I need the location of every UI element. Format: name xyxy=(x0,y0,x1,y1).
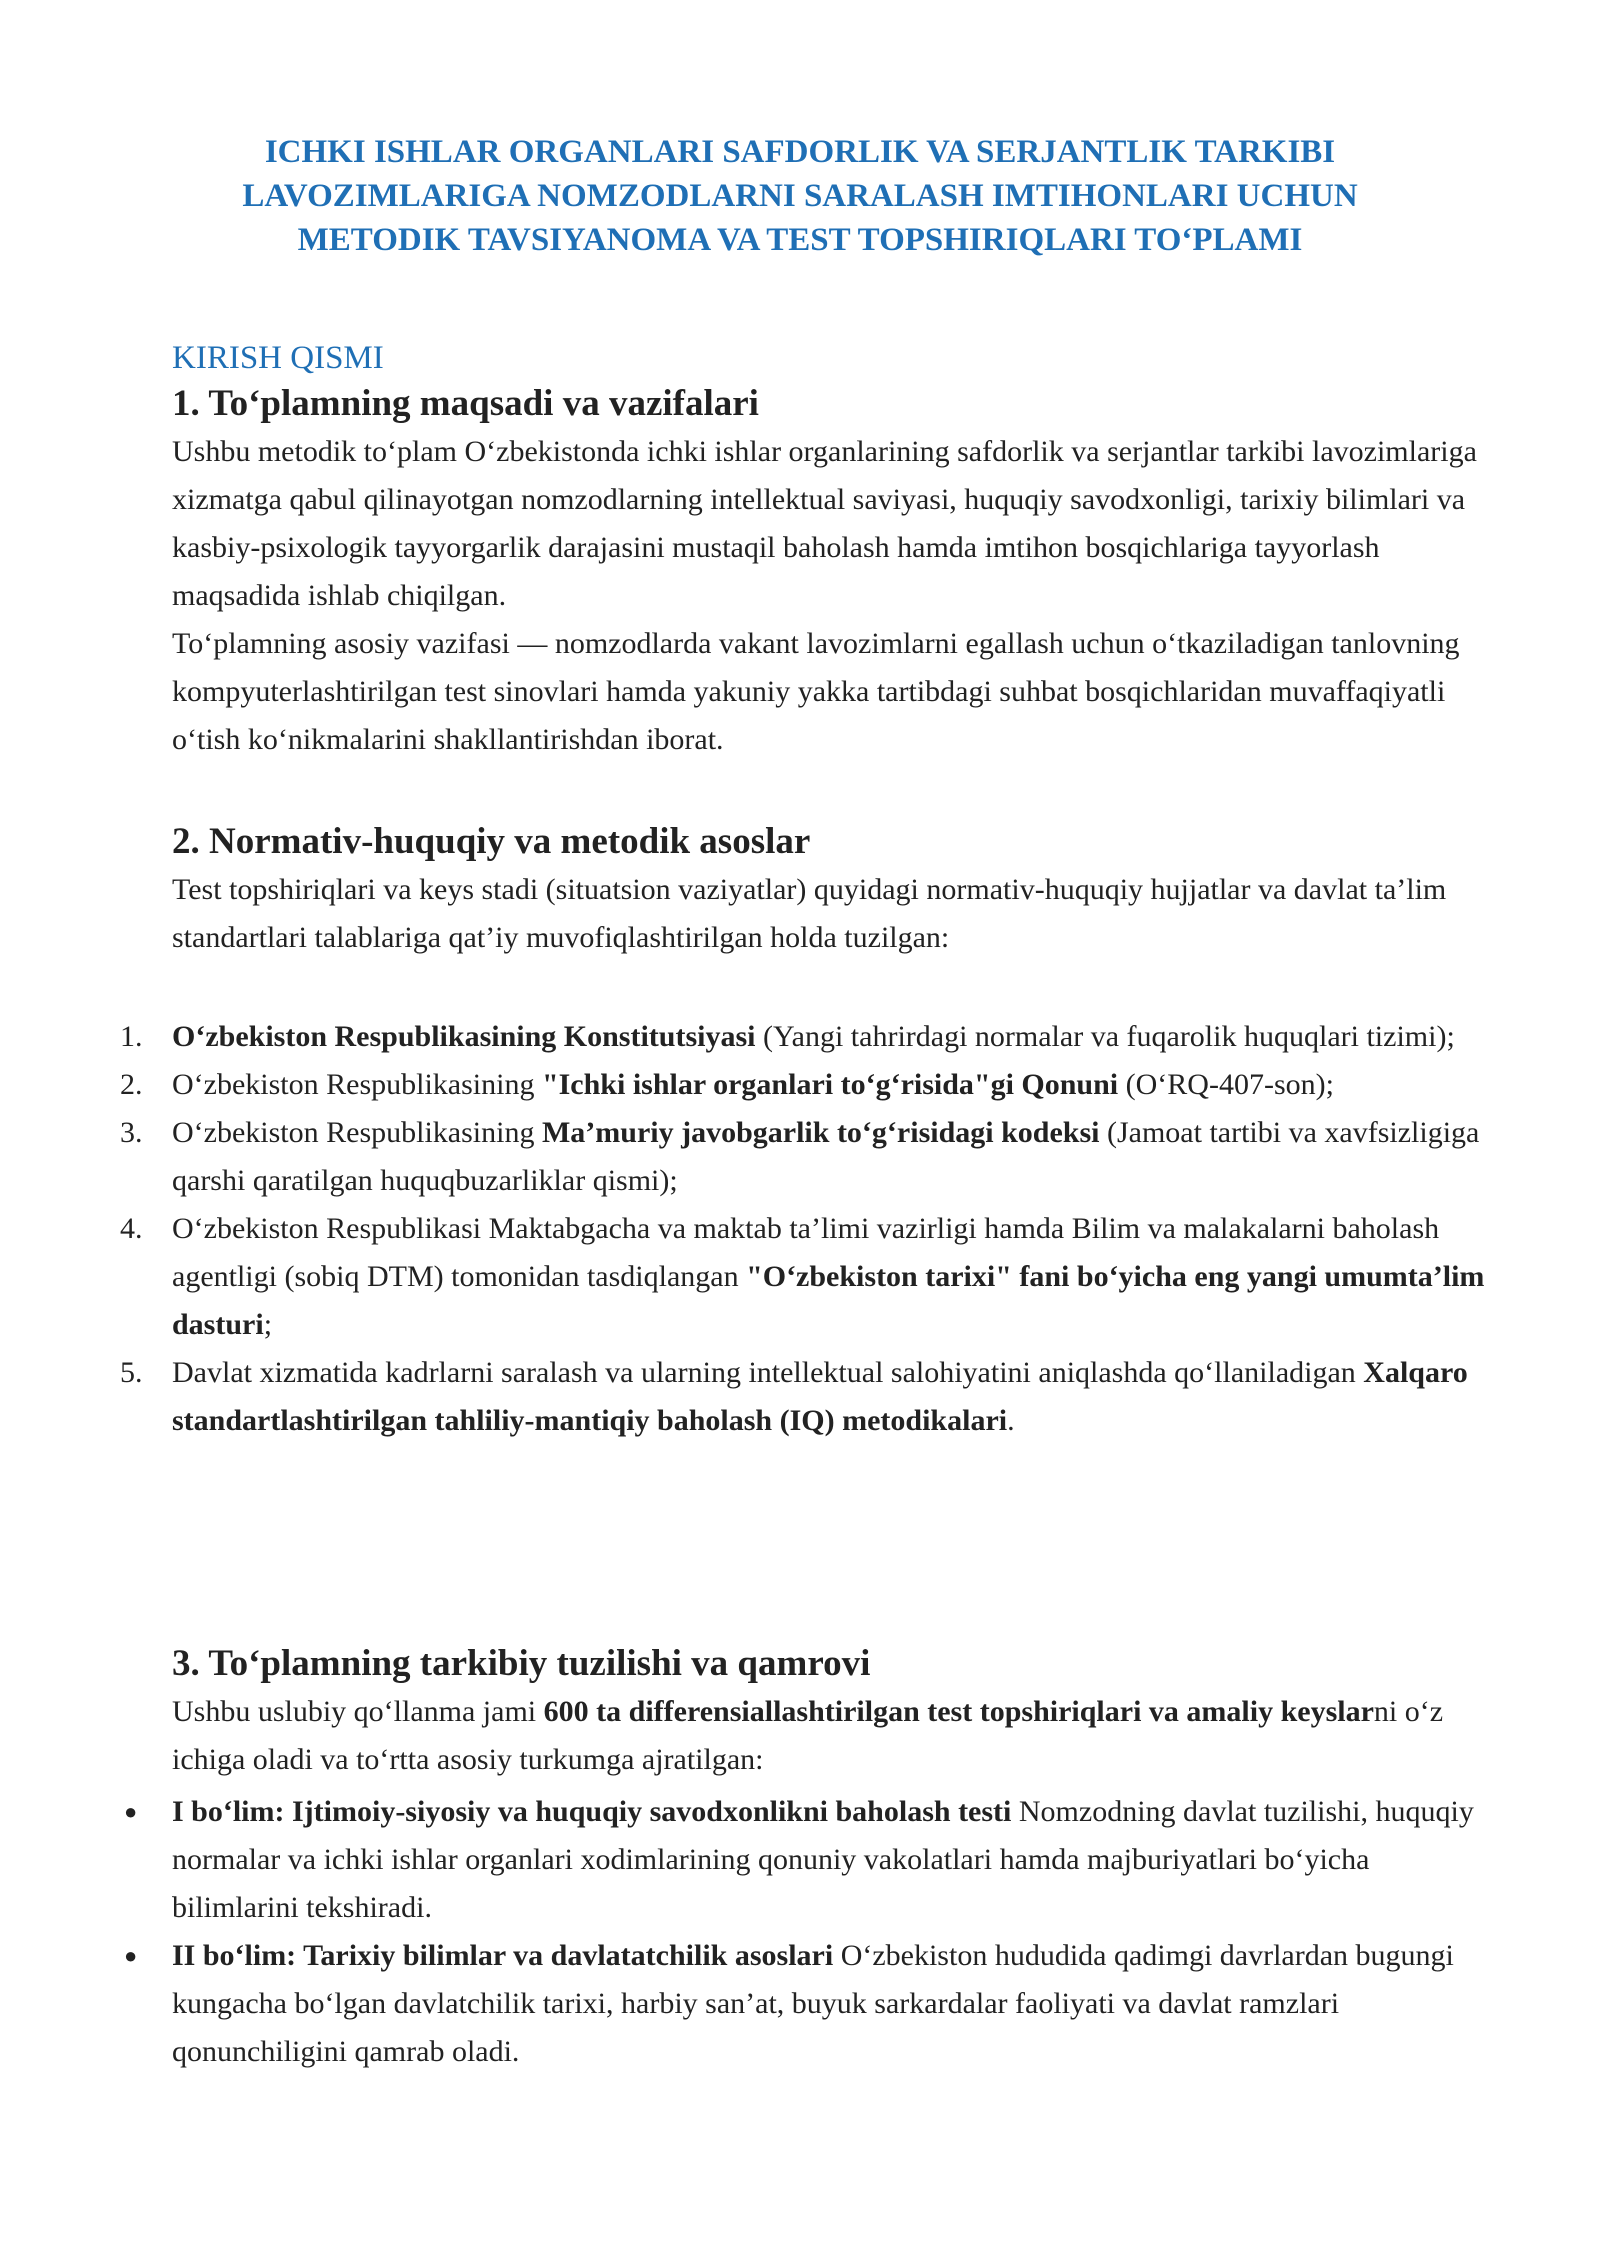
list-item xyxy=(120,1205,1502,1349)
section-2-paragraph: Test topshiriqlari va keys stadi (situatsion vaziyatlar) quyidagi normativ-huquqiy hujjatlar va davlat ta’lim standartlari talablariga qat’iy muvofiqlashtirilgan holda tuzilgan: xyxy=(172,873,1447,954)
list-item-bold: O‘zbekiston Respublikasining Konstitutsiyasi xyxy=(172,1020,756,1053)
list-item-suffix: ; xyxy=(263,1308,273,1341)
list-item xyxy=(120,1061,1502,1109)
bullet-item xyxy=(120,1932,1502,2076)
list-item-bold: Xalqaro standartlashtirilgan tahliliy-mantiqiy baholash (IQ) metodikalari xyxy=(172,1356,1468,1437)
bullet-item-title: I bo‘lim: Ijtimoiy-siyosiy va huquqiy savodxonlikni baholash testi xyxy=(172,1795,1012,1828)
legal-basis-list xyxy=(120,1013,1502,1445)
bullet-item xyxy=(120,1788,1502,1932)
title-line-1: ICHKI ISHLAR ORGANLARI SAFDORLIK VA SERJANTLIK TARKIBI xyxy=(264,134,1336,170)
section-3-paragraph-prefix: Ushbu uslubiy qo‘llanma jami xyxy=(172,1695,544,1728)
section-1-paragraph-2: To‘plamning asosiy vazifasi — nomzodlarda vakant lavozimlarni egallash uchun o‘tkaziladigan tanlovning kompyuterlashtirilgan test sinovlari hamda yakuniy yakka tartibdagi suhbat bosqichlaridan muvaffaqiyatli o‘tish ko‘nikmalarini shakllantirishdan iborat. xyxy=(172,627,1460,756)
bullet-item-text: O‘zbekiston hududida qadimgi davrlardan bugungi kungacha bo‘lgan davlatchilik tarixi, harbiy san’at, buyuk sarkardalar faoliyati va davlat ramzlari qonunchiligini qamrab oladi. xyxy=(172,1939,1454,2068)
list-item xyxy=(120,1013,1502,1061)
list-item-number: 3. xyxy=(120,1116,143,1149)
list-item-prefix: O‘zbekiston Respublikasining xyxy=(172,1116,542,1149)
section-3-paragraph-suffix: ni o‘z ichiga oladi va to‘rtta asosiy turkumga ajratilgan: xyxy=(172,1695,1444,1776)
list-item-suffix: . xyxy=(1007,1404,1015,1437)
bullet-item-title: II bo‘lim: Tarixiy bilimlar va davlatatchilik asoslari xyxy=(172,1939,834,1972)
title-line-2: LAVOZIMLARIGA NOMZODLARNI SARALASH IMTIHONLARI UCHUN xyxy=(242,178,1358,214)
section-3-heading: 3. To‘plamning tarkibiy tuzilishi va qamrovi xyxy=(172,1643,871,1684)
list-item-suffix: (O‘RQ-407-son); xyxy=(1118,1068,1334,1101)
list-item-bold: Ma’muriy javobgarlik to‘g‘risidagi kodeksi xyxy=(541,1116,1100,1149)
list-item-prefix: O‘zbekiston Respublikasining xyxy=(172,1068,542,1101)
bullet-item-text: Nomzodning davlat tuzilishi, huquqiy normalar va ichki ishlar organlari xodimlarining qonuniy vakolatlari hamda majburiyatlari bo‘yicha bilimlarini tekshiradi. xyxy=(172,1795,1474,1924)
section-3-paragraph xyxy=(172,1688,1502,1784)
list-item xyxy=(120,1109,1502,1205)
list-item-suffix: (Yangi tahrirdagi normalar va fuqarolik huquqlari tizimi); xyxy=(755,1020,1455,1053)
list-item-suffix: (Jamoat tartibi va xavfsizligiga qarshi qaratilgan huquqbuzarliklar qismi); xyxy=(172,1116,1480,1197)
list-item xyxy=(120,1349,1502,1445)
list-item-prefix: Davlat xizmatida kadrlarni saralash va ularning intellektual salohiyatini aniqlashda qo‘llaniladigan xyxy=(172,1356,1364,1389)
section-1-paragraph-1: Ushbu metodik to‘plam O‘zbekistonda ichki ishlar organlarining safdorlik va serjantlar tarkibi lavozimlariga xizmatga qabul qilinayotgan nomzodlarning intellektual saviyasi, huquqiy savodxonligi, tarixiy bilimlari va kasbiy-psixologik tayyorgarlik darajasini mustaqil baholash hamda imtihon bosqichlariga tayyorlash maqsadida ishlab chiqilgan. xyxy=(172,435,1477,612)
section-2-heading: 2. Normativ-huquqiy va metodik asoslar xyxy=(172,821,811,862)
list-item-prefix: O‘zbekiston Respublikasi Maktabgacha va maktab ta’limi vazirligi hamda Bilim va malakalarni baholash agentligi (sobiq DTM) tomonidan tasdiqlangan xyxy=(172,1212,1440,1293)
list-item-number: 4. xyxy=(120,1212,143,1245)
section-3-paragraph-bold: 600 ta differensiallashtirilgan test topshiriqlari va amaliy keyslar xyxy=(543,1695,1374,1728)
section-1-heading: 1. To‘plamning maqsadi va vazifalari xyxy=(172,383,759,424)
bullet-dot-icon: ● xyxy=(124,1799,138,1824)
section-1 xyxy=(172,380,1502,764)
list-item-number: 5. xyxy=(120,1356,143,1389)
list-item-bold: "Ichki ishlar organlari to‘g‘risida"gi Qonuni xyxy=(541,1068,1119,1101)
section-3 xyxy=(172,1640,1502,1784)
list-item-bold: "O‘zbekiston tarixi" fani bo‘yicha eng yangi umumta’lim dasturi xyxy=(172,1260,1485,1341)
list-item-number: 1. xyxy=(120,1020,143,1053)
title-line-3: METODIK TAVSIYANOMA VA TEST TOPSHIRIQLARI TO‘PLAMI xyxy=(297,222,1303,258)
list-item-number: 2. xyxy=(120,1068,143,1101)
structure-bullet-list xyxy=(120,1788,1502,2076)
bullet-dot-icon: ● xyxy=(124,1943,138,1968)
document-title xyxy=(150,130,1450,262)
intro-heading: KIRISH QISMI xyxy=(172,340,384,376)
section-2 xyxy=(172,818,1502,962)
